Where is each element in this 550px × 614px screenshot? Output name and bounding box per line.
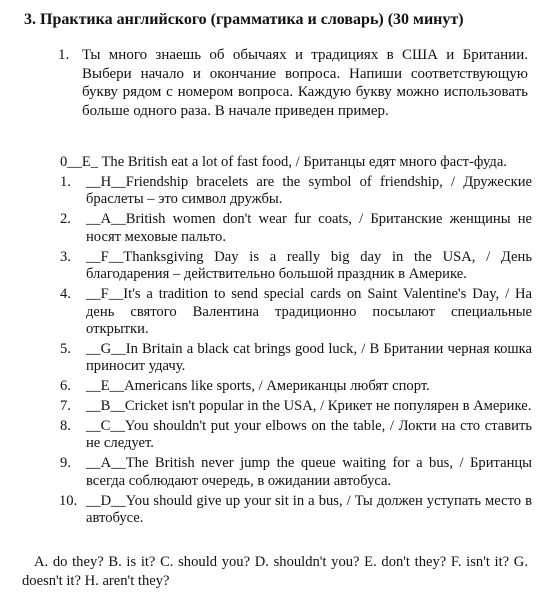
- item-number: 6.: [60, 378, 71, 395]
- list-item: [60, 418, 532, 453]
- list-item: [60, 249, 532, 284]
- answer-options: A. do they? B. is it? C. should you? D. shouldn't you? E. don't they? F. isn't it? G. doesn't it? H. aren't they?: [22, 554, 528, 589]
- task-number: 1.: [58, 47, 70, 63]
- list-item: [60, 341, 532, 376]
- list-item: [60, 455, 532, 490]
- item-text: __E__Americans like sports, / Американцы любят спорт.: [86, 378, 430, 395]
- example-item: [60, 154, 532, 172]
- list-item: [60, 378, 532, 396]
- list-item: [60, 286, 532, 339]
- item-text: __H__Friendship bracelets are the symbol of friendship, / Дружеские браслеты – это символ дружбы.: [86, 173, 532, 208]
- task-instructions-text: Ты много знаешь об обычаях и традициях в США и Британии. Выбери начало и окончание вопроса. Напиши соответствующую букву рядом с номером вопроса. Каждую букву можно использовать больше одного раза. В начале приведен пример.: [82, 47, 528, 119]
- item-text: __G__In Britain a black cat brings good luck, / В Британии черная кошка приносит удачу.: [86, 340, 532, 375]
- item-number: 7.: [60, 398, 71, 415]
- section-title: 3. Практика английского (грамматика и словарь) (30 минут): [24, 11, 464, 28]
- task-instructions: [58, 46, 528, 120]
- item-text: __C__You shouldn't put your elbows on the table, / Локти на сто ставить не следует.: [86, 417, 532, 452]
- item-text: __A__The British never jump the queue waiting for a bus, / Британцы всегда соблюдают очередь, в ожидании автобуса.: [86, 455, 532, 489]
- example-text: 0__E_ The British eat a lot of fast food, / Британцы едят много фаст-фуда.: [60, 154, 507, 170]
- item-number: 2.: [60, 211, 71, 228]
- item-text: __F__It's a tradition to send special cards on Saint Valentine's Day, / На день святого Валентина традиционно посылают специальные открытки.: [86, 285, 532, 338]
- list-item: [60, 211, 532, 246]
- exercise-list: [60, 154, 532, 530]
- item-number: 1.: [60, 173, 71, 190]
- item-number: 4.: [60, 285, 71, 302]
- item-text: __F__Thanksgiving Day is a really big day in the USA, / День благодарения – действительно большой праздник в Америке.: [86, 248, 532, 283]
- item-text: __B__Cricket isn't popular in the USA, / Крикет не популярен в Америке.: [86, 398, 532, 415]
- item-number: 8.: [60, 417, 71, 434]
- list-item: [60, 174, 532, 209]
- item-number: 10.: [59, 492, 78, 509]
- item-number: 3.: [60, 248, 71, 265]
- item-number: 5.: [60, 340, 71, 357]
- list-item: [60, 493, 532, 528]
- item-text: __A__British women don't wear fur coats, / Британские женщины не носят меховые пальто.: [86, 211, 532, 245]
- item-number: 9.: [60, 455, 71, 472]
- item-text: __D__You should give up your sit in a bus, / Ты должен уступать место в автобусе.: [86, 492, 532, 527]
- list-item: [60, 398, 532, 416]
